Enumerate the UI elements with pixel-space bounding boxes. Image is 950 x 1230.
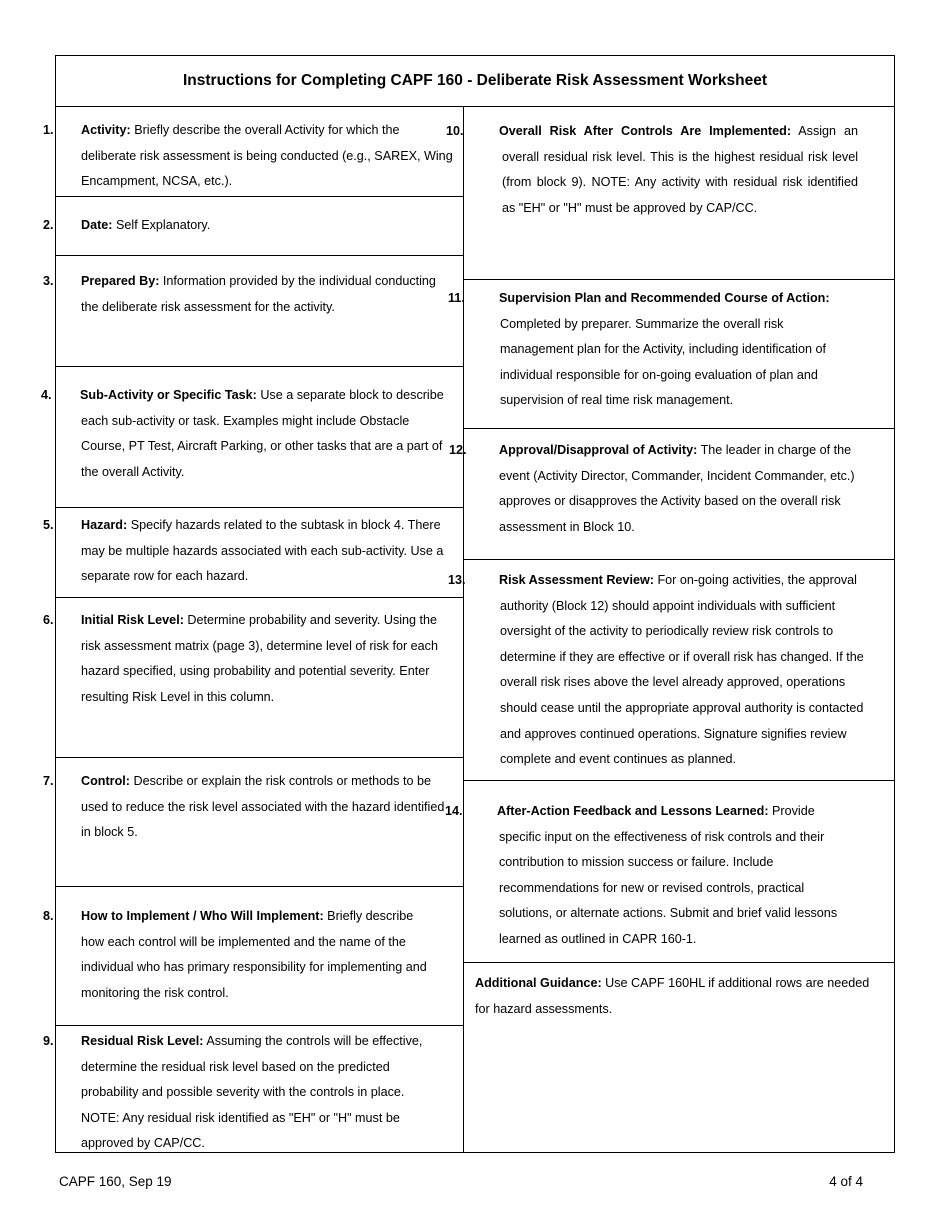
item-number: 8. [43, 909, 54, 923]
item-number: 6. [43, 613, 54, 627]
item-label: How to Implement / Who Will Implement: [81, 909, 324, 923]
page-number: 4 of 4 [829, 1174, 863, 1189]
item-text: Use a separate block to describe each sub-activity or task. Examples might include Obstacle Course, PT Test, Aircraft Parking, or other tasks that are a part of the overall Activity. [81, 388, 444, 479]
instruction-block-11 [448, 280, 894, 429]
item-label: Residual Risk Level: [81, 1034, 204, 1048]
item-label: Activity: [81, 123, 131, 137]
instruction-block-12 [449, 429, 894, 560]
additional-guidance-label: Additional Guidance: [475, 976, 602, 990]
item-label: Control: [81, 774, 130, 788]
item-text: For on-going activities, the approval authority (Block 12) should appoint individuals with sufficient oversight of the activity to periodically review risk controls to determine if they are effective or if overall risk has changed. If the overall risk rises above the level already approved, operations should cease until the appropriate approval authority is contacted and approves continued operations. Signature signifies review complete and event continues as planned. [500, 573, 864, 767]
item-label: Overall Risk After Controls Are Implemented: [499, 124, 792, 138]
item-number: 1. [43, 123, 54, 137]
item-number: 10. [446, 124, 464, 138]
item-number: 7. [43, 774, 54, 788]
item-text: Specify hazards related to the subtask in block 4. There may be multiple hazards associated with each sub-activity. Use a separate row for each hazard. [81, 518, 444, 584]
item-number: 2. [43, 218, 54, 232]
instruction-block-3 [43, 256, 463, 367]
item-text: Determine probability and severity. Using the risk assessment matrix (page 3), determine level of risk for each hazard specified, using probability and potential severity. Enter resulting Risk Level in this column. [81, 613, 438, 704]
item-number: 3. [43, 274, 54, 288]
item-number: 14. [445, 804, 463, 818]
additional-guidance-block [464, 963, 894, 1152]
item-label: Date: [81, 218, 113, 232]
item-text: Briefly describe the overall Activity for which the deliberate risk assessment is being conducted (e.g., SAREX, Wing Encampment, NCSA, etc.). [81, 123, 453, 189]
item-number: 5. [43, 518, 54, 532]
item-label: Sub-Activity or Specific Task: [80, 388, 257, 402]
instruction-block-4 [41, 367, 463, 508]
instruction-block-8 [43, 887, 463, 1026]
item-label: Hazard: [81, 518, 128, 532]
item-label: Prepared By: [81, 274, 160, 288]
item-number: 11. [448, 291, 465, 305]
item-number: 12. [449, 443, 467, 457]
instruction-block-14 [445, 781, 894, 963]
item-text: Briefly describe how each control will be implemented and the name of the individual who has primary responsibility for implementing and monitoring the risk control. [81, 909, 427, 1000]
form-identifier: CAPF 160, Sep 19 [59, 1174, 172, 1189]
instruction-block-9 [43, 1026, 463, 1152]
item-number: 13. [448, 573, 466, 587]
instruction-block-13 [448, 560, 894, 781]
item-label: Initial Risk Level: [81, 613, 184, 627]
item-text: Information provided by the individual conducting the deliberate risk assessment for the activity. [81, 274, 436, 314]
item-text: Completed by preparer. Summarize the overall risk management plan for the Activity, including identification of individual responsible for on-going evaluation of plan and supervision of real time risk management. [500, 316, 826, 408]
item-number: 9. [43, 1034, 54, 1048]
item-text: Describe or explain the risk controls or methods to be used to reduce the risk level associated with the hazard identified in block 5. [81, 774, 445, 840]
item-text: Assign an overall residual risk level. This is the highest residual risk level (from block 9). NOTE: Any activity with residual risk identified as "EH" or "H" must be approved by CAP/CC. [502, 124, 858, 215]
item-text: Self Explanatory. [116, 218, 211, 232]
instruction-block-1 [43, 107, 463, 197]
additional-guidance-text: Use CAPF 160HL if additional rows are needed for hazard assessments. [475, 976, 870, 1016]
instruction-block-5 [43, 508, 463, 598]
item-number: 4. [41, 388, 52, 402]
right-column [445, 107, 894, 1152]
instruction-block-10 [446, 107, 894, 280]
instructions-table [41, 55, 895, 1153]
item-label: Approval/Disapproval of Activity: [499, 443, 698, 457]
instruction-block-2 [43, 197, 463, 256]
item-label: Risk Assessment Review: [499, 573, 654, 587]
item-text: Assuming the controls will be effective, determine the residual risk level based on the predicted probability and possible severity with the controls in place. NOTE: Any residual risk identified as "EH" or "H" must be approved by CAP/CC. [81, 1034, 423, 1151]
instruction-block-6 [43, 598, 463, 758]
item-label: After-Action Feedback and Lessons Learned: [497, 804, 769, 818]
item-text: The leader in charge of the event (Activity Director, Commander, Incident Commander, etc.) approves or disapproves the Activity based on the overall risk assessment in Block 10. [499, 443, 855, 534]
item-text: Provide specific input on the effectiveness of risk controls and their contribution to mission success or failure. Include recommendations for new or revised controls, practical solutions, or alternate actions. Submit and brief valid lessons learned as outlined in CAPR 160-1. [499, 804, 838, 946]
item-label: Supervision Plan and Recommended Course of Action: [499, 291, 830, 305]
page-title: Instructions for Completing CAPF 160 - Deliberate Risk Assessment Worksheet [56, 56, 894, 107]
instruction-block-7 [43, 758, 463, 887]
left-column [41, 107, 463, 1152]
